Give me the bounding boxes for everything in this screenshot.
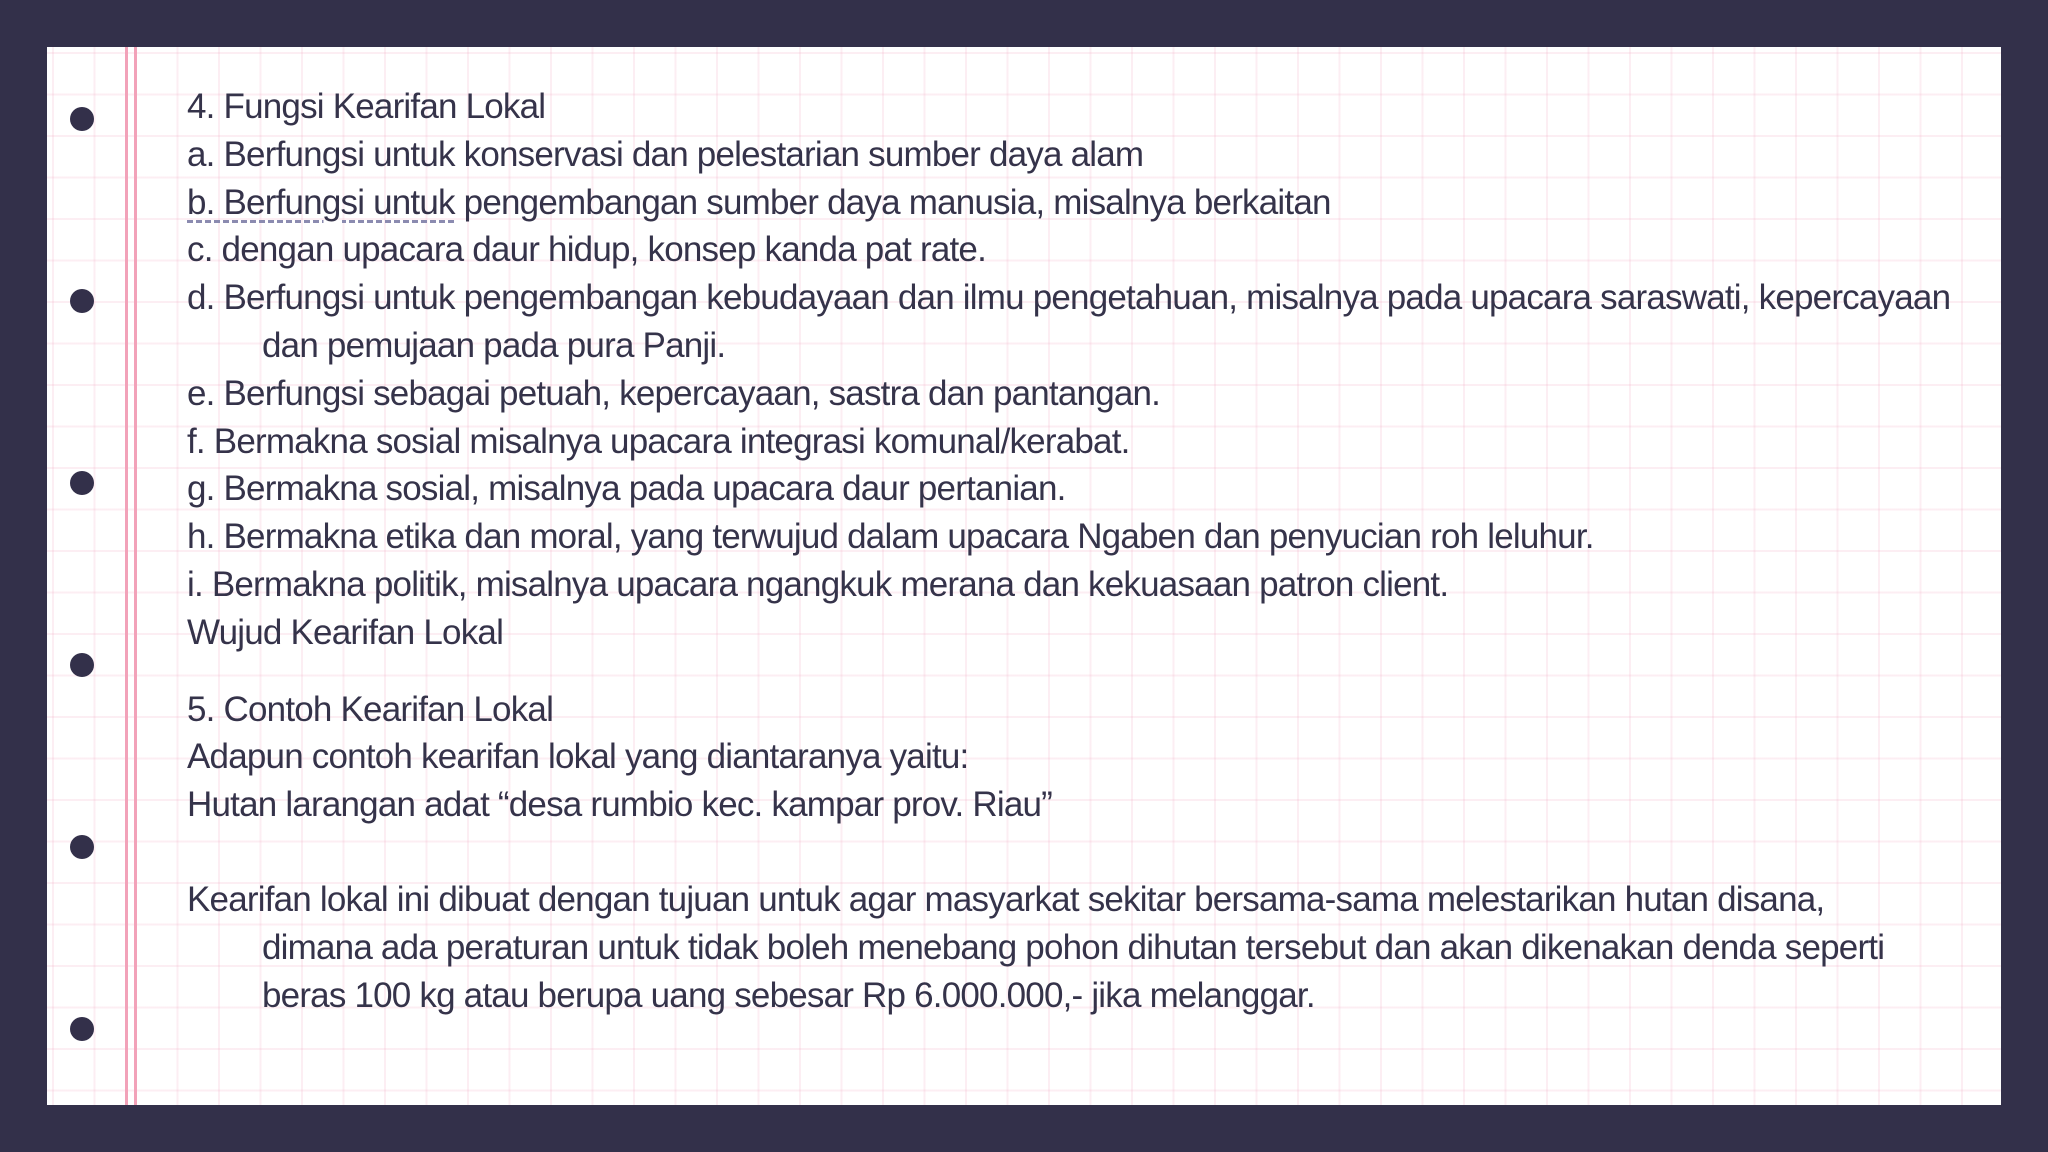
binder-hole [70,1017,94,1041]
list-item-d-continuation: dan pemujaan pada pura Panji. [262,325,726,365]
list-item-g: g. Bermakna sosial, misalnya pada upacara daur pertanian. [187,469,1066,509]
wujud-heading: Wujud Kearifan Lokal [187,612,504,652]
section-4-title: 4. Fungsi Kearifan Lokal [187,87,546,126]
list-item-c: c. dengan upacara daur hidup, konsep kanda pat rate. [187,230,987,270]
list-item-a: a. Berfungsi untuk konservasi dan pelestarian sumber daya alam [187,134,1144,174]
section-5-intro: Adapun contoh kearifan lokal yang diantaranya yaitu: [187,737,969,777]
paragraph-line-1: Kearifan lokal ini dibuat dengan tujuan untuk agar masyarkat sekitar bersama-sama melestarikan hutan disana, [187,879,1825,919]
binder-hole [70,289,94,313]
paragraph-line-2: dimana ada peraturan untuk tidak boleh menebang pohon dihutan tersebut dan akan dikenakan denda seperti [262,927,1885,967]
section-5-example: Hutan larangan adat “desa rumbio kec. kampar prov. Riau” [187,785,1053,825]
spellcheck-underlined-text: b. Berfungsi untuk [187,182,455,222]
list-item-b-rest: pengembangan sumber daya manusia, misalnya berkaitan [454,182,1331,222]
list-item-f: f. Bermakna sosial misalnya upacara integrasi komunal/kerabat. [187,421,1130,461]
binder-hole [70,471,94,495]
margin-line-right [134,47,137,1105]
list-item-d: d. Berfungsi untuk pengembangan kebudayaan dan ilmu pengetahuan, misalnya pada upacara saraswati, kepercayaan [187,278,1951,318]
paragraph-line-3: beras 100 kg atau berupa uang sebesar Rp 6.000.000,- jika melanggar. [262,975,1315,1015]
section-5-title: 5. Contoh Kearifan Lokal [187,689,554,729]
spacer [187,829,1977,876]
binder-hole [70,835,94,859]
list-item-h: h. Bermakna etika dan moral, yang terwujud dalam upacara Ngaben dan penyucian roh leluhur. [187,517,1594,557]
text-content [187,83,1977,1019]
list-item-b [187,179,1977,227]
binder-hole [70,653,94,677]
list-item-i: i. Bermakna politik, misalnya upacara ngangkuk merana dan kekuasaan patron client. [187,564,1449,604]
binder-hole [70,107,94,131]
margin-line-left [125,47,128,1105]
list-item-e: e. Berfungsi sebagai petuah, kepercayaan, sastra dan pantangan. [187,373,1161,413]
notebook-paper [47,47,2001,1105]
spacer [187,657,1977,686]
